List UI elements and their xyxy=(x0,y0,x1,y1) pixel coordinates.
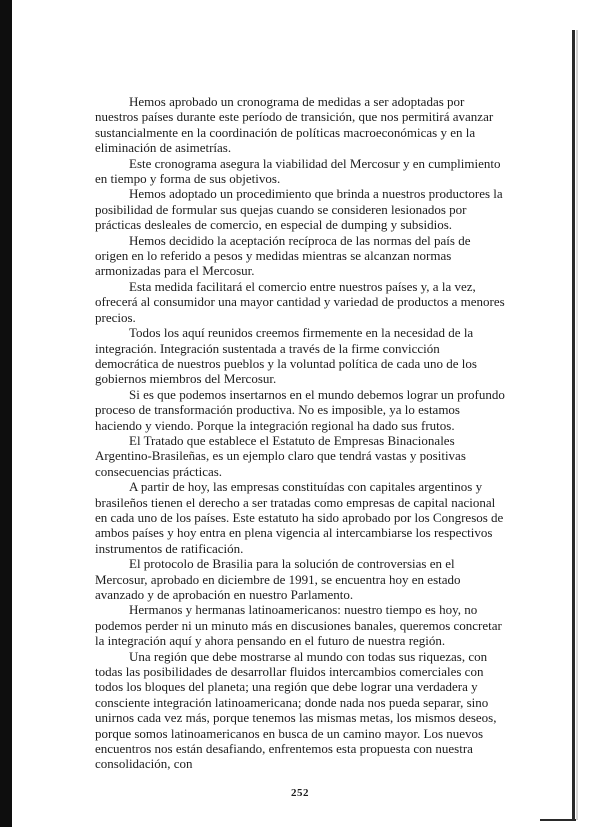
paragraph: Este cronograma asegura la viabilidad del Mercosur y en cumplimiento en tiempo y forma de sus objetivos. xyxy=(95,155,501,187)
paragraph: Una región que debe mostrarse al mundo con todas sus riquezas, con todas las posibilidades de desarrollar fluidos intercambios comerciales con todos los bloques del planeta; una región que debe lograr una verdadera y consciente integración latinoamericana; donde nada nos pueda separar, sino unirnos cada vez más, porque tenemos las mismas metas, los mismos deseos, porque somos latinoamericanos en busca de un camino mayor. Los nuevos encuentros nos están desafiando, enfrentemos esta propuesta con nuestra consolidación, con xyxy=(95,648,497,772)
paragraph: A partir de hoy, las empresas constituídas con capitales argentinos y brasileños tienen el derecho a ser tratadas como empresas de capital nacional en cada uno de los países. Este estatuto ha sido aprobado por los Congresos de ambos países y hoy entra en plena vigencia al intercambiarse los respectivos instrumentos de ratificación. xyxy=(95,479,504,556)
page-right-border-shadow xyxy=(576,30,578,820)
paragraph: Hemos decidido la aceptación recíproca de las normas del país de origen en lo referido a pesos y medidas mientras se alcanzan normas armonizadas para el Mercosur. xyxy=(95,232,471,279)
scan-left-edge xyxy=(0,0,12,827)
page-right-border xyxy=(572,30,575,820)
page-bottom-corner-rule xyxy=(540,819,576,821)
page-number: 252 xyxy=(291,787,309,799)
body-text xyxy=(95,94,506,772)
paragraph: Hemos adoptado un procedimiento que brinda a nuestros productores la posibilidad de formular sus quejas cuando se consideren lesionados por prácticas desleales de comercio, en especial de dumping y subsidios. xyxy=(95,186,503,233)
paragraph: Esta medida facilitará el comercio entre nuestros países y, a la vez, ofrecerá al consumidor una mayor cantidad y variedad de productos a menores precios. xyxy=(95,278,505,325)
paragraph: Todos los aquí reunidos creemos firmemente en la necesidad de la integración. Integración sustentada a través de la firme convicción democrática de nuestros pueblos y la voluntad política de cada uno de los gobiernos miembros del Mercosur. xyxy=(95,325,477,387)
paragraph: Hemos aprobado un cronograma de medidas a ser adoptadas por nuestros países durante este período de transición, que nos permitirá avanzar sustancialmente en la coordinación de políticas macroeconómicas y en la eliminación de asimetrías. xyxy=(95,94,494,156)
paragraph: Si es que podemos insertarnos en el mundo debemos lograr un profundo proceso de transformación productiva. No es imposible, ya lo estamos haciendo y viendo. Porque la integración regional ha dado sus frutos. xyxy=(95,386,505,433)
paragraph: El Tratado que establece el Estatuto de Empresas Binacionales Argentino-Brasileñas, es un ejemplo claro que tendrá vastas y positivas consecuencias prácticas. xyxy=(95,432,466,479)
paragraph: El protocolo de Brasilia para la solución de controversias en el Mercosur, aprobado en diciembre de 1991, se encuentra hoy en estado avanzado y de aprobación en nuestro Parlamento. xyxy=(95,556,461,602)
paragraph: Hermanos y hermanas latinoamericanos: nuestro tiempo es hoy, no podemos perder ni un minuto más en discusiones banales, queremos concretar la integración aquí y ahora pensando en el futuro de nuestra región. xyxy=(95,602,502,649)
